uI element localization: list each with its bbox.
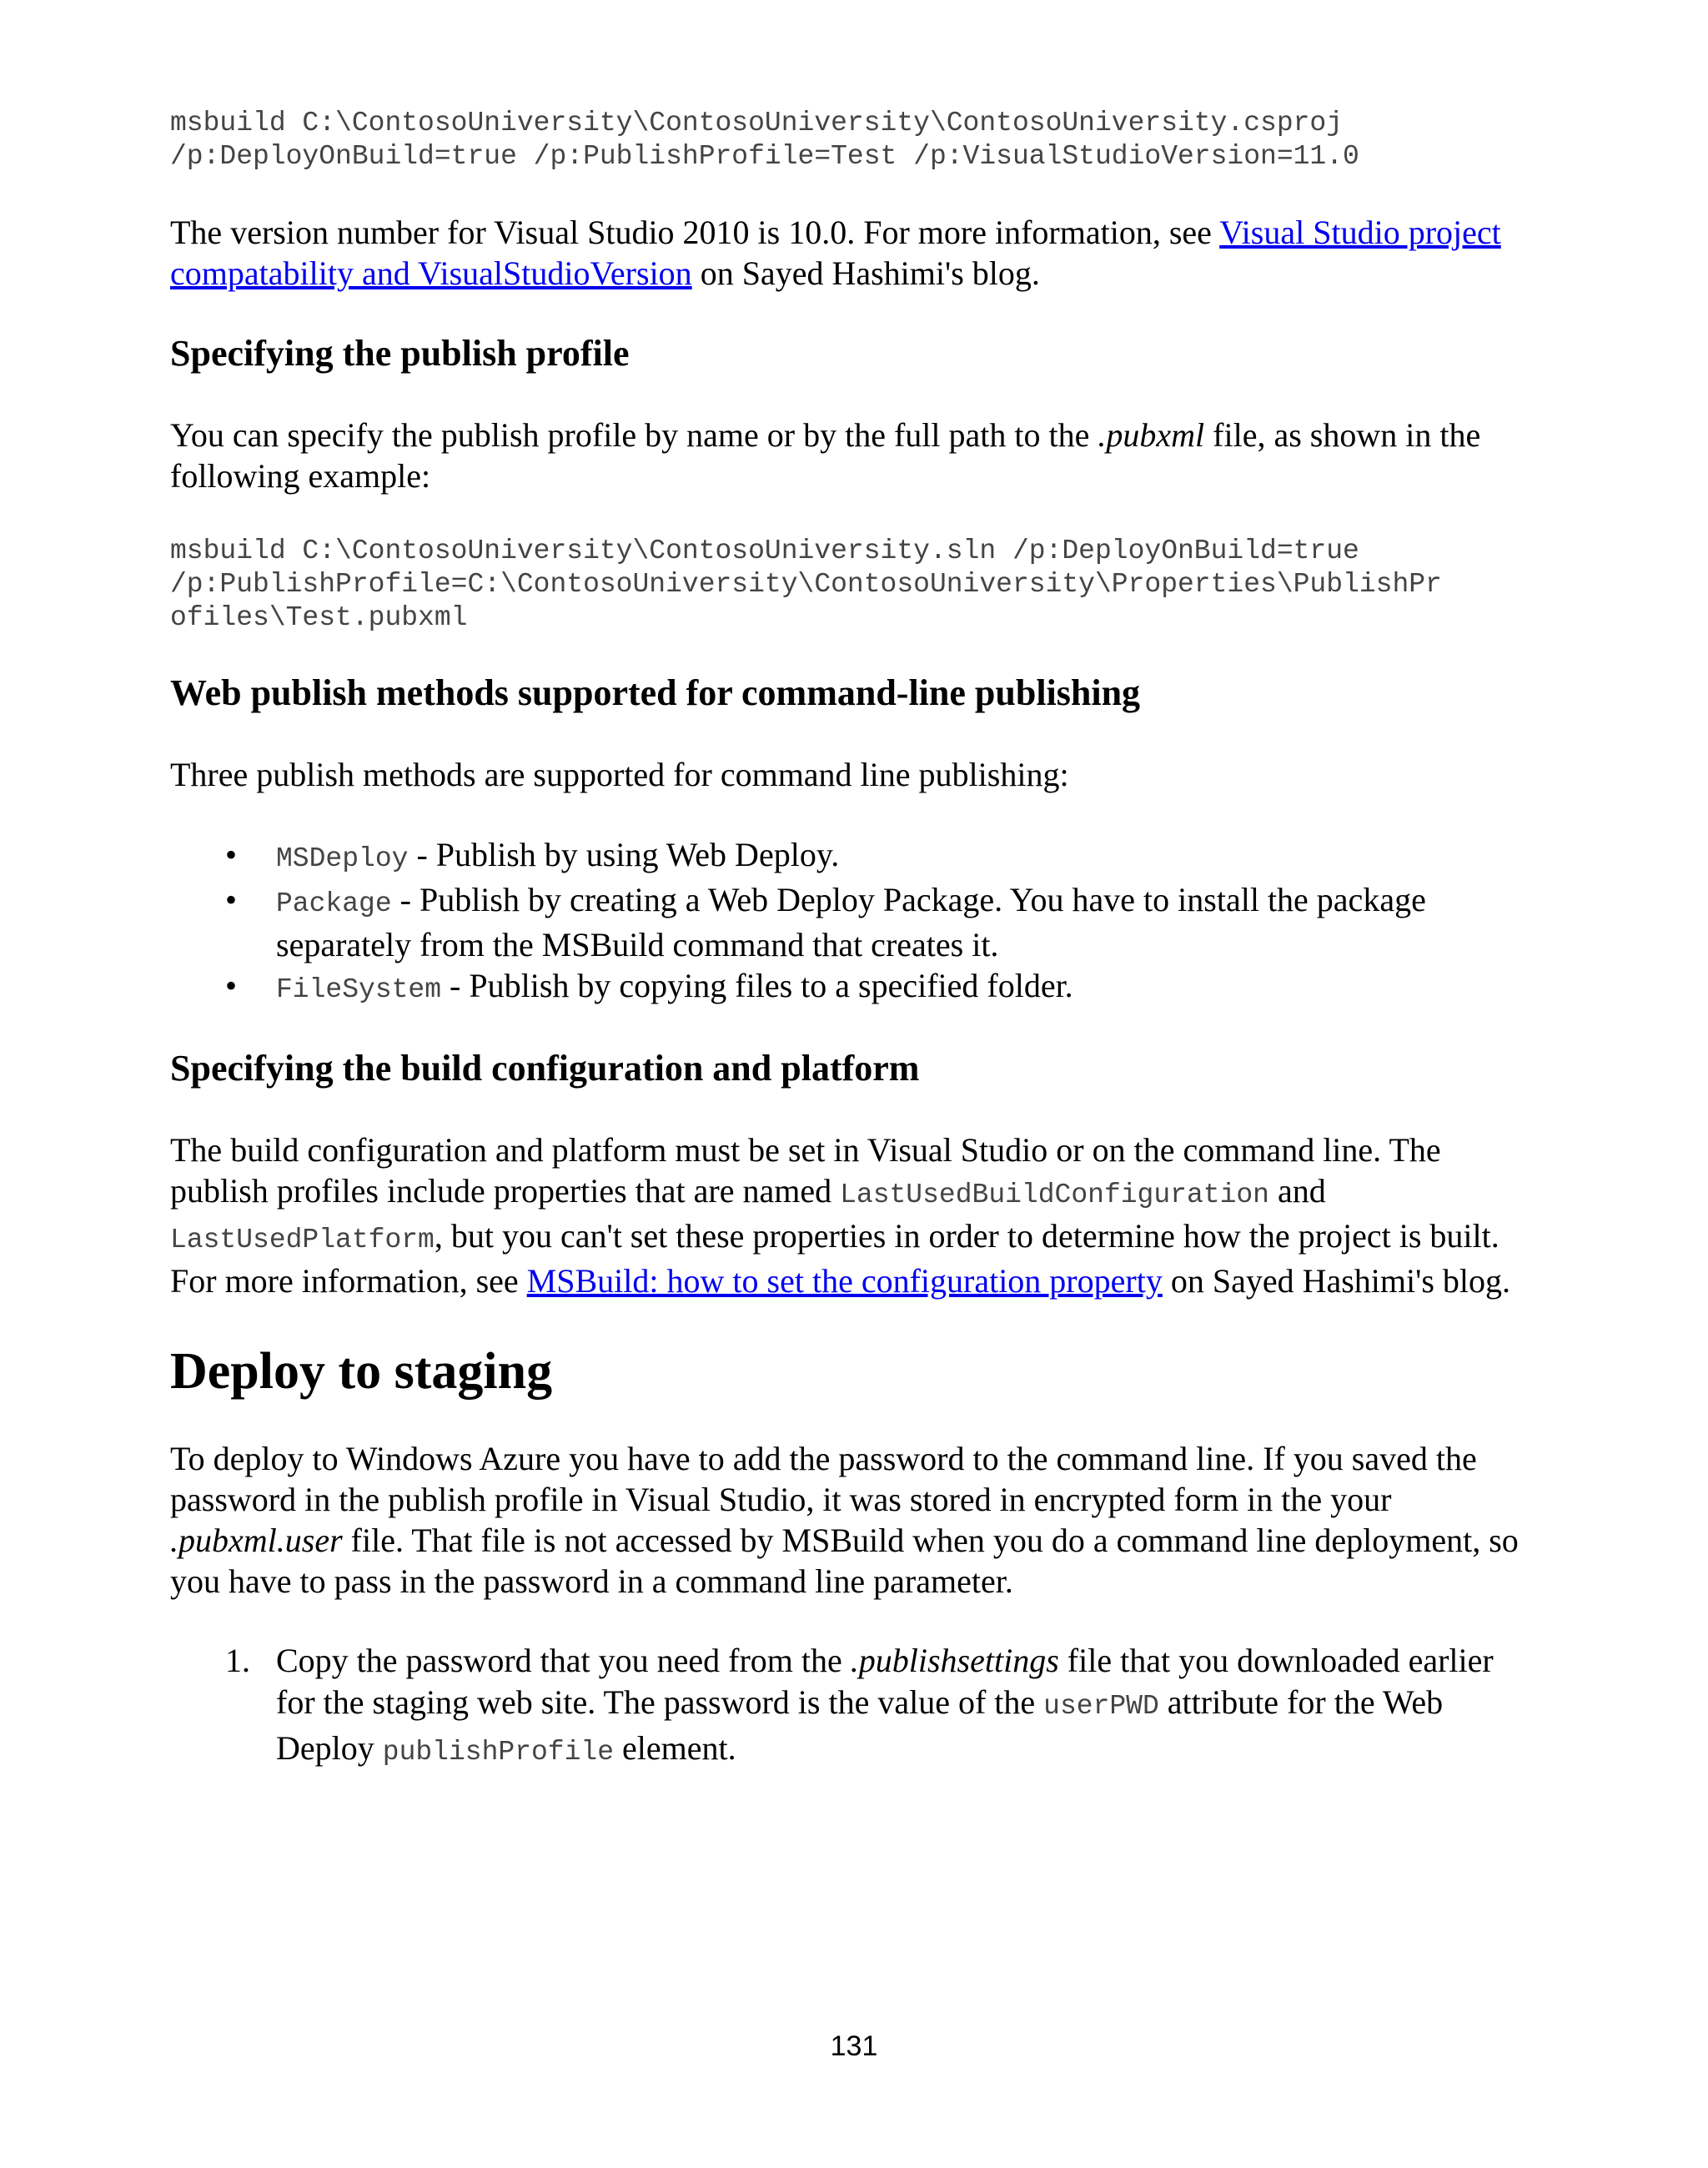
code-line: ofiles\Test.pubxml <box>170 602 468 633</box>
code-msdeploy: MSDeploy <box>276 843 409 874</box>
link-visual-studio-compatability[interactable]: Visual Studio project compatability and VisualStudioVersion <box>170 214 1501 292</box>
heading-deploy-to-staging: Deploy to staging <box>170 1343 553 1400</box>
paragraph-build-configuration: The build configuration and platform must be set in Visual Studio or on the command line. The publish profiles include properties that are named LastUsedBuildConfiguration and LastUsedPlatform, but you can't set these properties in order to determine how the project is built. For more information, see MSBuild: how to set the configuration property on Sayed Hashimi's blog. <box>170 1131 1511 1300</box>
paragraph-deploy-azure: To deploy to Windows Azure you have to add the password to the command line. If you saved the password in the publish profile in Visual Studio, it was stored in encrypted form in the your .pubxml.user file. That file is not accessed by MSBuild when you do a command line deployment, so you have to pass in the password in a command line parameter. <box>170 1440 1519 1600</box>
code-filesystem: FileSystem <box>276 974 442 1005</box>
code-userpwd: userPWD <box>1043 1691 1159 1722</box>
staging-steps-list <box>170 1640 1538 1773</box>
list-item: • MSDeploy - Publish by using Web Deploy. <box>225 836 840 874</box>
code-publishprofile: publishProfile <box>382 1737 615 1768</box>
step-number: 1. <box>225 1642 250 1679</box>
heading-web-publish-methods: Web publish methods supported for command-line publishing <box>170 672 1141 713</box>
code-line: /p:DeployOnBuild=true /p:PublishProfile=Test /p:VisualStudioVersion=11.0 <box>170 141 1359 172</box>
publish-methods-list <box>170 834 1538 1010</box>
heading-specifying-publish-profile: Specifying the publish profile <box>170 333 630 374</box>
code-line: msbuild C:\ContosoUniversity\ContosoUniversity.sln /p:DeployOnBuild=true <box>170 536 1359 566</box>
code-line: /p:PublishProfile=C:\ContosoUniversity\ContosoUniversity\Properties\PublishPr <box>170 569 1442 600</box>
heading-build-configuration: Specifying the build configuration and platform <box>170 1048 920 1089</box>
bullet-icon: • <box>225 836 238 873</box>
paragraph-three-methods: Three publish methods are supported for command line publishing: <box>170 756 1069 793</box>
list-item: 1. Copy the password that you need from the .publishsettings file that you downloaded earlier for the staging web site. The password is the value of the userPWD attribute for the Web Deploy publishProfile element. <box>225 1642 1494 1768</box>
paragraph-version-note: The version number for Visual Studio 2010 is 10.0. For more information, see Visual Studio project compatability and VisualStudioVersion on Sayed Hashimi's blog. <box>170 214 1501 292</box>
code-lastusedbuildconfiguration: LastUsedBuildConfiguration <box>840 1180 1269 1210</box>
code-lastusedplatform: LastUsedPlatform <box>170 1225 435 1255</box>
code-block-msbuild-sln <box>170 535 1538 635</box>
bullet-icon: • <box>225 881 238 918</box>
document-page <box>170 100 1538 1773</box>
page-number: 131 <box>830 2030 878 2062</box>
paragraph-publish-profile: You can specify the publish profile by name or by the full path to the .pubxml file, as shown in the following example: <box>170 416 1481 495</box>
code-line: msbuild C:\ContosoUniversity\ContosoUniversity\ContosoUniversity.csproj <box>170 108 1344 138</box>
list-item: • FileSystem - Publish by copying files to a specified folder. <box>225 967 1073 1005</box>
code-package: Package <box>276 888 392 919</box>
code-block-msbuild-csproj <box>170 107 1538 174</box>
list-item: • Package - Publish by creating a Web Deploy Package. You have to install the package separately from the MSBuild command that creates it. <box>225 881 1426 963</box>
link-msbuild-configuration-property[interactable]: MSBuild: how to set the configuration property <box>526 1262 1163 1300</box>
bullet-icon: • <box>225 967 238 1004</box>
